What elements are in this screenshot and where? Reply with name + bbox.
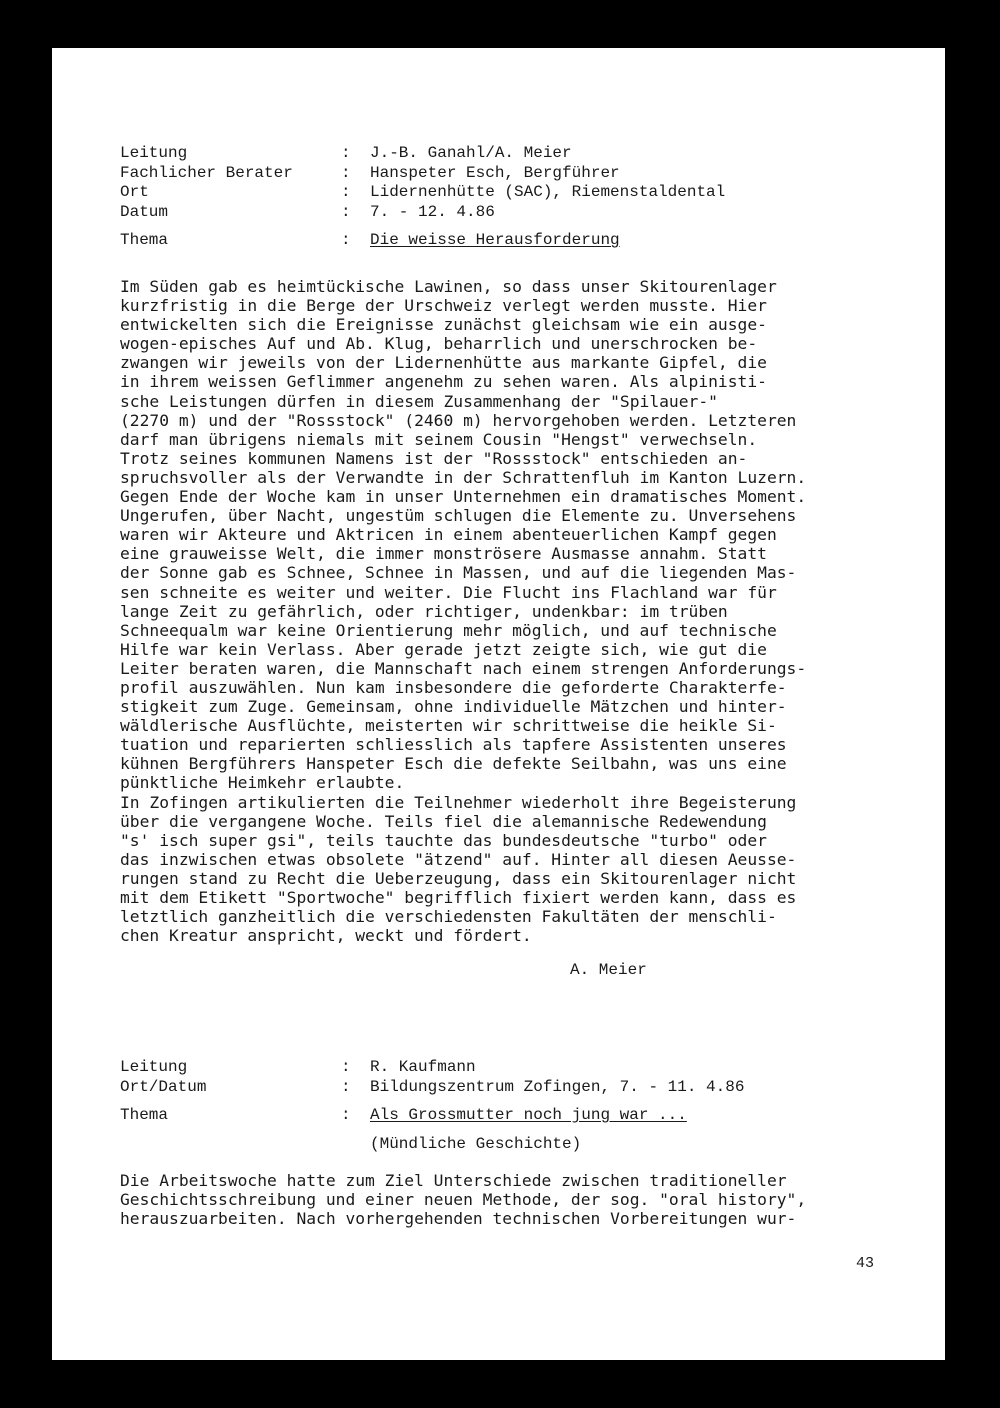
info-colon: : [341,1058,351,1076]
text-line: Im Süden gab es heimtückische Lawinen, so dass unser Skitourenlager [120,277,777,296]
text-line: rungen stand zu Recht die Ueberzeugung, dass ein Skitourenlager nicht [120,868,797,888]
text-line: spruchsvoller als der Verwandte in der Schrattenfluh im Kanton Luzern. [120,467,807,487]
info-colon: : [341,202,351,221]
text-line: wäldlerische Ausflüchte, meisterten wir schrittweise die heikle Si- [120,716,777,736]
info-colon: : [341,1106,351,1124]
text-line: lange Zeit zu gefährlich, oder richtiger, undenkbar: im trüben [120,601,728,621]
text-line: darf man übrigens niemals mit seinem Cousin "Hengst" verwechseln. [120,429,758,449]
text-line: mit dem Etikett "Sportwoche" begrifflich fixiert werden kann, dass es [120,888,797,907]
text-line: kurzfristig in die Berge der Urschweiz verlegt werden musste. Hier [120,296,767,316]
text-line: herauszuarbeiten. Nach vorhergehenden technischen Vorbereitungen wur- [120,1209,797,1229]
info-value: Hanspeter Esch, Bergführer [370,163,620,182]
text-line: pünktliche Heimkehr erlaubte. [120,773,405,793]
text-line: Hilfe war kein Verlass. Aber gerade jetzt zeigte sich, wie gut die [120,639,767,659]
text-line: Schneequalm war keine Orientierung mehr möglich, und auf technische [120,620,777,640]
text-line: der Sonne gab es Schnee, Schnee in Massen, und auf die liegenden Mas- [120,563,797,583]
info-colon: : [341,163,351,182]
info-value: 7. - 12. 4.86 [370,202,495,221]
info-label: Fachlicher Berater [120,163,293,182]
info-value: J.-B. Ganahl/A. Meier [370,144,572,162]
info-colon: : [341,231,351,249]
text-line: letztlich ganzheitlich die verschiedensten Fakultäten der menschli- [120,907,777,927]
text-line: Gegen Ende der Woche kam in unser Unternehmen ein dramatisches Moment. [120,487,807,507]
text-line: zwangen wir jeweils von der Lidernenhütte aus markante Gipfel, die [120,353,767,373]
page-number: 43 [856,1255,875,1272]
text-line: Die Arbeitswoche hatte zum Ziel Unterschiede zwischen traditioneller [120,1171,787,1190]
info-label: Ort [120,183,149,201]
text-line: chen Kreatur anspricht, weckt und fördert. [120,926,532,946]
text-line: sche Leistungen dürfen in diesem Zusammenhang der "Spilauer-" [120,391,718,411]
text-line: in ihrem weissen Geflimmer angenehm zu sehen waren. Als alpinisti- [120,372,767,392]
text-line: "s' isch super gsi", teils tauchte das bundesdeutsche "turbo" oder [120,830,767,850]
text-line: Leiter beraten waren, die Mannschaft nach einem strengen Anforderungs- [120,658,807,678]
info-value: Lidernenhütte (SAC), Riemenstaldental [370,183,726,201]
text-line: Ungerufen, über Nacht, ungestüm schlugen die Elemente zu. Unversehens [120,506,797,526]
info-label: Thema [120,231,169,249]
info-label: Leitung [120,144,188,162]
text-line: Geschichtsschreibung und einer neuen Methode, der sog. "oral history", [120,1190,807,1210]
document-page [52,48,945,1360]
text-line: profil auszuwählen. Nun kam insbesondere die geforderte Charakterfe- [120,677,787,697]
text-line: stigkeit zum Zuge. Gemeinsam, ohne individuelle Mätzchen und hinter- [120,697,787,717]
info-colon: : [341,144,351,162]
text-line: In Zofingen artikulierten die Teilnehmer wiederholt ihre Begeisterung [120,792,797,812]
info-colon: : [341,183,351,201]
info-label: Leitung [120,1058,188,1076]
info-label: Thema [120,1106,169,1124]
article-body-1 [120,277,806,945]
text-line: tuation und reparierten schliesslich als tapfere Assistenten unseres [120,735,787,755]
info-value: Bildungszentrum Zofingen, 7. - 11. 4.86 [370,1077,745,1096]
info-colon: : [341,1077,351,1096]
theme-title: Die weisse Herausforderung [370,231,620,249]
text-line: sen schneite es weiter und weiter. Die Flucht ins Flachland war für [120,582,777,602]
text-line: wogen-episches Auf und Ab. Klug, beharrlich und unerschrocken be- [120,334,758,354]
article-body-2 [120,1171,806,1228]
text-line: kühnen Bergführers Hanspeter Esch die defekte Seilbahn, was uns eine [120,754,787,774]
text-line: entwickelten sich die Ereignisse zunächst gleichsam wie ein ausge- [120,315,767,335]
text-line: über die vergangene Woche. Teils fiel die alemannische Redewendung [120,811,767,831]
text-line: das inzwischen etwas obsolete "ätzend" auf. Hinter all diesen Aeusse- [120,849,797,869]
text-line: Trotz seines kommunen Namens ist der "Rossstock" entschieden an- [120,448,748,468]
author-signature: A. Meier [570,961,647,979]
info-label: Ort/Datum [120,1077,207,1096]
info-label: Datum [120,202,169,221]
text-line: eine grauweisse Welt, die immer monströsere Ausmasse annahm. Statt [120,544,767,564]
theme-title: Als Grossmutter noch jung war ... [370,1106,687,1124]
text-line: (2270 m) und der "Rossstock" (2460 m) hervorgehoben werden. Letzteren [120,410,797,430]
text-line: waren wir Akteure und Aktricen in einem abenteuerlichen Kampf gegen [120,525,777,545]
info-value: R. Kaufmann [370,1058,476,1076]
theme-subtitle: (Mündliche Geschichte) [370,1135,582,1153]
